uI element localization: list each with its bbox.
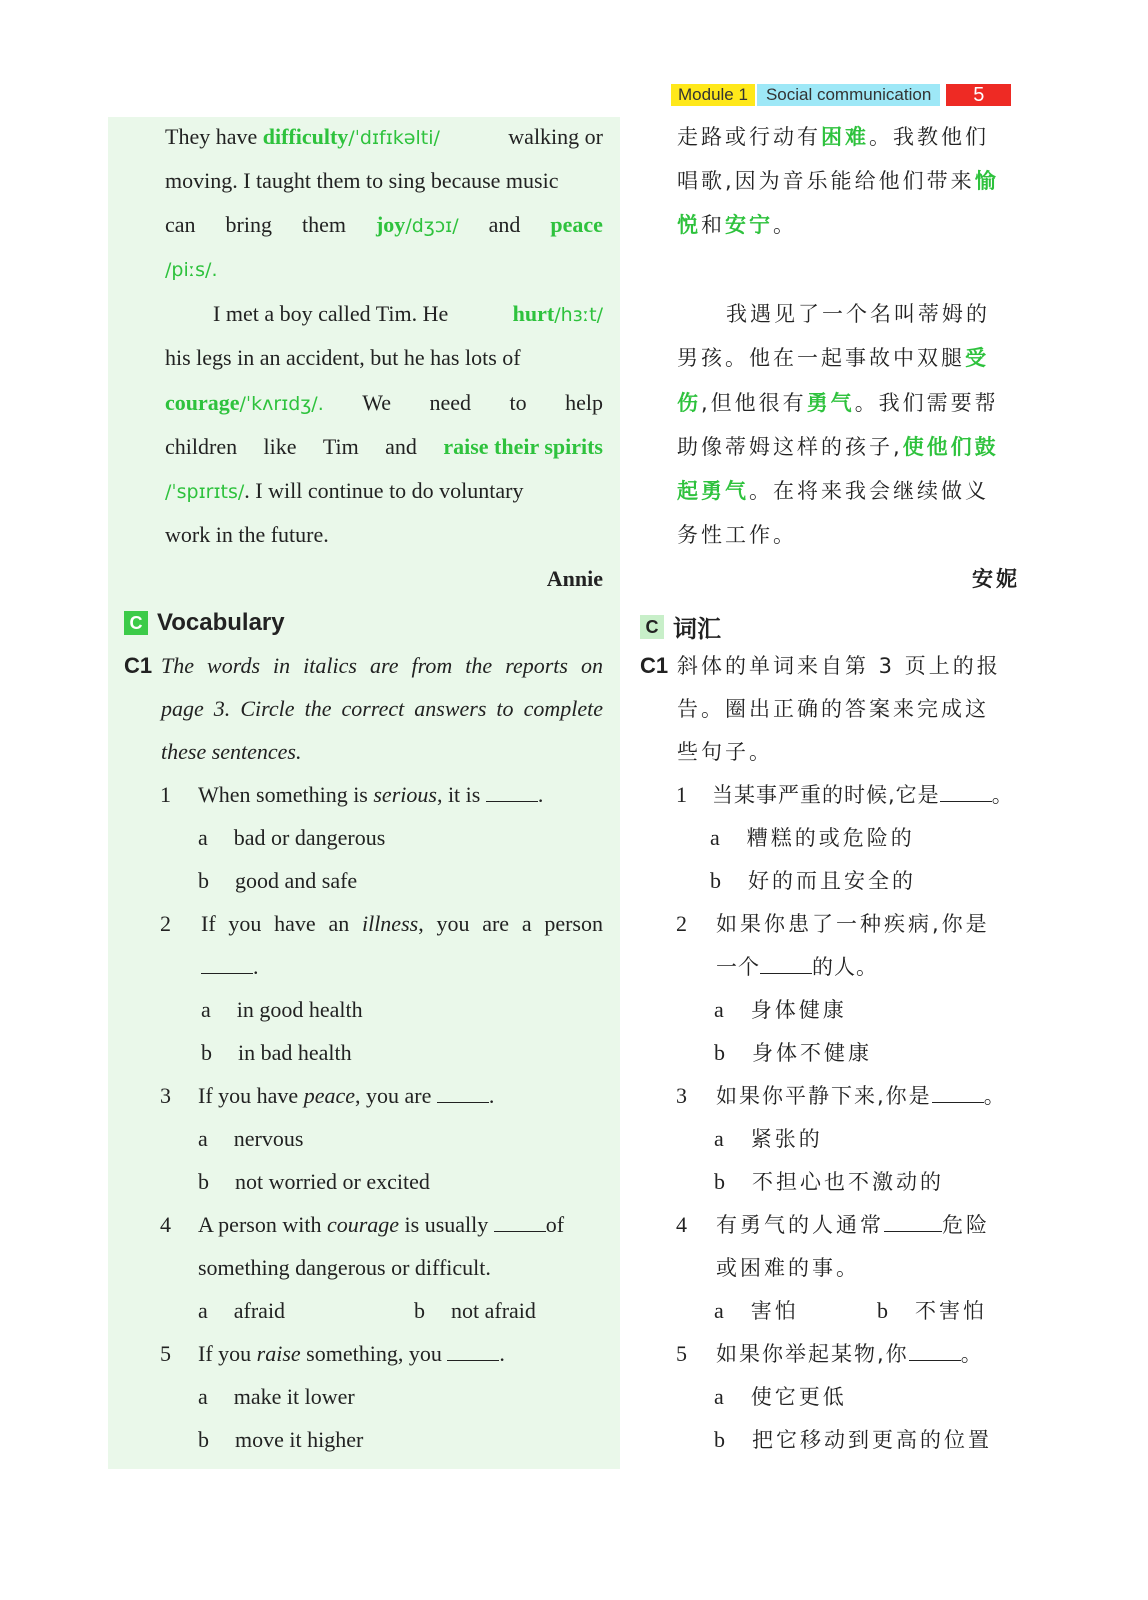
section-badge: C [640, 615, 664, 639]
option-a[interactable]: a afraid [198, 1298, 286, 1323]
instruction-zh: 些句子。 [677, 740, 773, 764]
question-number: 5 [160, 1341, 171, 1366]
option-a[interactable]: a 身体健康 [714, 997, 847, 1022]
signature-zh: 安妮 [972, 567, 1020, 591]
section-title: 词汇 [673, 616, 721, 643]
option-b[interactable]: b move it higher [198, 1427, 364, 1452]
question-number: 2 [160, 911, 171, 936]
option-b[interactable]: b not afraid [414, 1298, 536, 1323]
topic-label: Social communication [757, 84, 940, 106]
en-line: I met a boy called Tim. He hurt/hɜːt/ [213, 301, 603, 326]
question-text: 一个 的人。 [716, 955, 878, 979]
section-title: Vocabulary [157, 609, 285, 636]
option-b[interactable]: b good and safe [198, 868, 358, 893]
question-text: If you raise something, you . [198, 1341, 505, 1366]
option-a[interactable]: a bad or dangerous [198, 825, 386, 850]
en-line: work in the future. [165, 522, 329, 547]
zh-line: 伤,但他很有勇气。我们需要帮 [677, 391, 999, 415]
question-number: 4 [676, 1212, 687, 1237]
zh-line: 助像蒂姆这样的孩子,使他们鼓 [677, 435, 999, 459]
zh-line: 我遇见了一个名叫蒂姆的 [726, 302, 990, 326]
option-b[interactable]: b 不害怕 [877, 1298, 987, 1323]
question-text: 如果你举起某物,你 。 [716, 1342, 984, 1366]
signature-en: Annie [546, 566, 603, 591]
option-a[interactable]: a 害怕 [714, 1298, 799, 1323]
question-text: When something is serious, it is . [198, 782, 544, 807]
option-b[interactable]: b 把它移动到更高的位置 [714, 1427, 992, 1452]
question-text: A person with courage is usually of [198, 1212, 565, 1237]
question-text: . [201, 952, 259, 982]
option-b[interactable]: b 好的而且安全的 [710, 868, 916, 893]
instruction-zh: 告。圈出正确的答案来完成这 [677, 697, 989, 721]
instruction-zh: 斜体的单词来自第 3 页上的报 [677, 654, 1001, 678]
option-b[interactable]: b 不担心也不激动的 [714, 1169, 944, 1194]
zh-line: 男孩。他在一起事故中双腿受 [677, 346, 989, 370]
option-a[interactable]: a 紧张的 [714, 1126, 823, 1151]
option-b[interactable]: b in bad health [201, 1040, 352, 1065]
option-a[interactable]: a nervous [198, 1126, 304, 1151]
option-a[interactable]: a 使它更低 [714, 1384, 847, 1409]
zh-line: 起勇气。在将来我会继续做义 [677, 479, 989, 503]
question-number: 3 [676, 1083, 687, 1108]
en-line: /piːs/. [165, 259, 218, 281]
question-number: 1 [676, 782, 687, 807]
zh-line: 务性工作。 [677, 523, 797, 547]
en-line: children like Tim and raise their spirits [165, 434, 603, 459]
answer-blank[interactable] [884, 1211, 942, 1232]
page-header [671, 84, 1011, 106]
instruction-en: The words in italics are from the reports on [161, 653, 603, 678]
exercise-id-en: C1 [124, 653, 153, 678]
option-a[interactable]: a 糟糕的或危险的 [710, 825, 915, 850]
answer-blank[interactable] [437, 1082, 489, 1103]
question-text: 如果你患了一种疾病,你是 [716, 912, 990, 936]
question-text: 或困难的事。 [716, 1256, 860, 1280]
en-line: his legs in an accident, but he has lots of [165, 345, 521, 370]
zh-line: 悦和安宁。 [677, 213, 797, 237]
question-text: If you have peace, you are . [198, 1083, 495, 1108]
question-text: 如果你平静下来,你是 。 [716, 1084, 1007, 1108]
question-number: 3 [160, 1083, 171, 1108]
instruction-en: these sentences. [161, 739, 302, 764]
module-label: Module 1 [671, 84, 755, 106]
option-b[interactable]: b not worried or excited [198, 1169, 430, 1194]
zh-line: 唱歌,因为音乐能给他们带来愉 [677, 169, 999, 193]
answer-blank[interactable] [201, 953, 253, 974]
question-text: 当某事严重的时候,它是 。 [712, 783, 1014, 807]
en-line: /ˈspɪrɪts/. I will continue to do voluntary [165, 478, 524, 503]
zh-line: 走路或行动有困难。我教他们 [677, 125, 989, 149]
question-text: something dangerous or difficult. [198, 1255, 491, 1280]
answer-blank[interactable] [760, 953, 812, 974]
page-number: 5 [946, 84, 1011, 106]
option-a[interactable]: a make it lower [198, 1384, 355, 1409]
answer-blank[interactable] [447, 1340, 499, 1361]
en-line: courage/ˈkʌrɪdʒ/. We need to help [165, 390, 603, 415]
vocab-heading-zh [640, 609, 721, 644]
en-line: moving. I taught them to sing because music [165, 168, 559, 193]
option-b[interactable]: b 身体不健康 [714, 1040, 872, 1065]
question-text: If you have an illness, you are a person [201, 911, 603, 936]
question-number: 2 [676, 911, 687, 936]
en-line: can bring them joy/dʒɔɪ/ and peace [165, 212, 603, 237]
question-number: 1 [160, 782, 171, 807]
en-line: They have difficulty/ˈdɪfɪkəlti/ walking or [165, 124, 603, 149]
question-number: 4 [160, 1212, 171, 1237]
answer-blank[interactable] [932, 1082, 984, 1103]
instruction-en: page 3. Circle the correct answers to complete [161, 696, 603, 721]
answer-blank[interactable] [909, 1340, 961, 1361]
vocab-heading-en [124, 609, 285, 637]
answer-blank[interactable] [940, 781, 992, 802]
answer-blank[interactable] [486, 781, 538, 802]
question-number: 5 [676, 1341, 687, 1366]
question-text: 有勇气的人通常 危险 [716, 1213, 990, 1237]
section-badge: C [124, 611, 148, 635]
exercise-id-zh: C1 [640, 653, 669, 678]
answer-blank[interactable] [494, 1211, 546, 1232]
option-a[interactable]: a in good health [201, 997, 363, 1022]
